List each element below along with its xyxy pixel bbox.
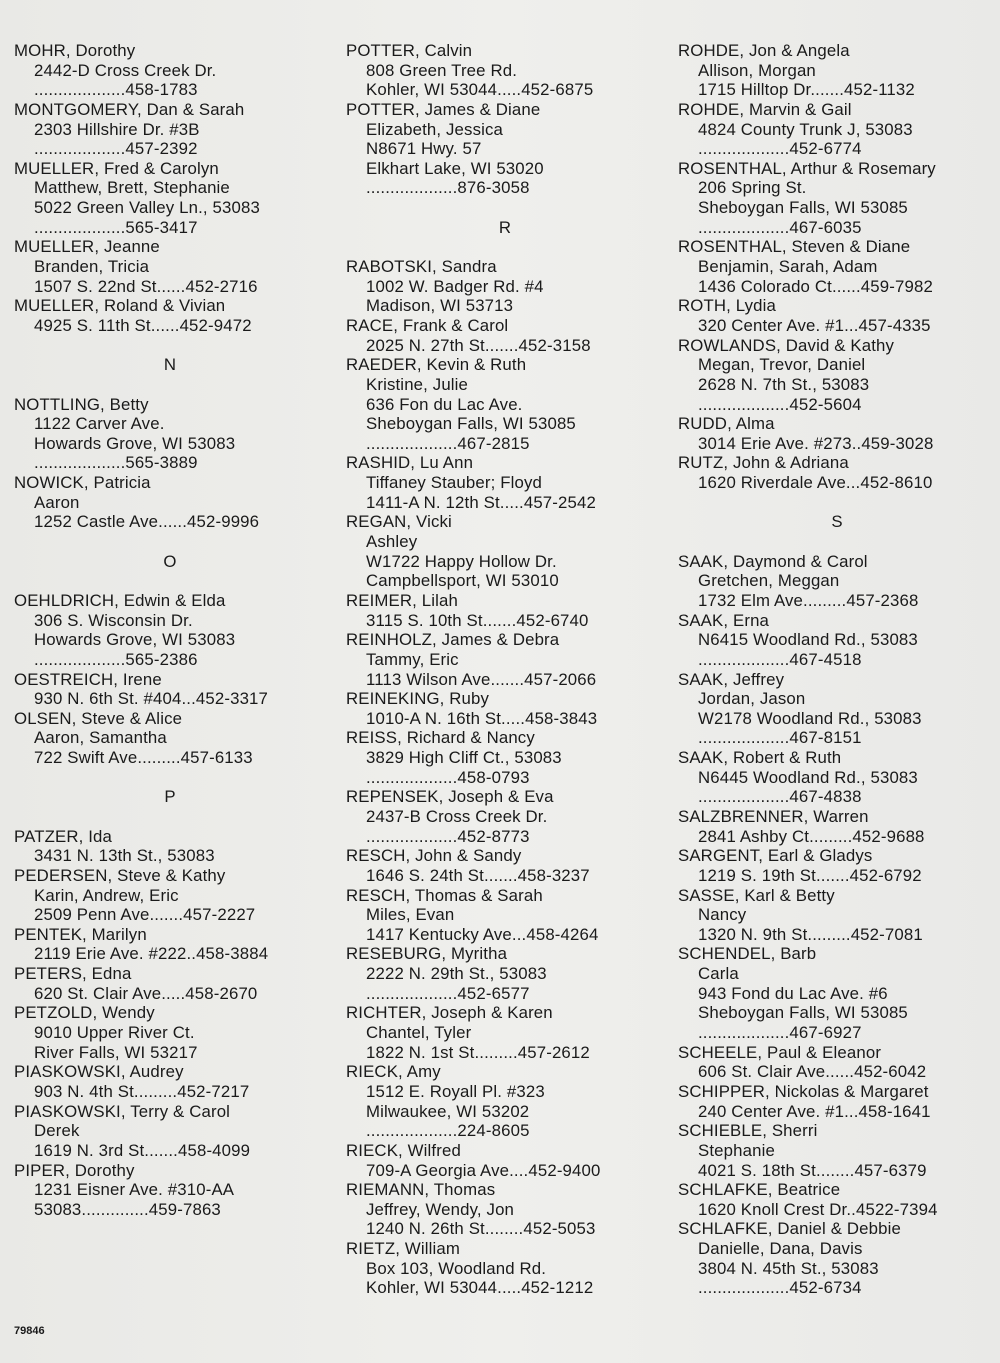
directory-column-3 — [678, 41, 996, 1298]
listing-detail: 53083..............459-7863 — [34, 1199, 221, 1219]
listing-detail: Carla — [698, 964, 739, 984]
listing-detail: 2437-B Cross Creek Dr. — [366, 806, 548, 826]
listing-detail: 943 Fond du Lac Ave. #6 — [698, 983, 888, 1003]
listing-detail: Gretchen, Meggan — [698, 571, 840, 591]
listing-detail: ...................467-4838 — [698, 787, 862, 807]
listing-name: RIEMANN, Thomas — [346, 1180, 496, 1200]
listing-name: ROTH, Lydia — [678, 296, 777, 316]
letter-heading: O — [163, 551, 177, 571]
spacer — [14, 375, 326, 395]
listing-detail: Karin, Andrew, Eric — [34, 885, 179, 905]
spacer — [678, 493, 996, 513]
listing-detail: 2303 Hillshire Dr. #3B — [34, 119, 200, 139]
listing-name: PIPER, Dorothy — [14, 1160, 135, 1180]
listing-detail: 2442-D Cross Creek Dr. — [34, 60, 217, 80]
listing-detail: Sheboygan Falls, WI 53085 — [366, 414, 576, 434]
listing-detail: W1722 Happy Hollow Dr. — [366, 551, 557, 571]
listing-detail: Allison, Morgan — [698, 60, 816, 80]
listing-name: PATZER, Ida — [14, 826, 113, 846]
spacer — [678, 532, 996, 552]
listing-name: PENTEK, Marilyn — [14, 924, 147, 944]
listing-name: OEHLDRICH, Edwin & Elda — [14, 590, 226, 610]
listing-detail: Derek — [34, 1121, 80, 1141]
letter-heading: N — [163, 355, 177, 375]
listing-detail: Nancy — [698, 905, 747, 925]
listing-name: NOWICK, Patricia — [14, 473, 151, 493]
listing-detail: 4824 County Trunk J, 53083 — [698, 119, 913, 139]
listing-detail: Ashley — [366, 532, 418, 552]
listing-name: REINHOLZ, James & Debra — [346, 630, 560, 650]
listing-name: SAAK, Jeffrey — [678, 669, 785, 689]
page-code: 79846 — [14, 1325, 45, 1337]
listing-name: SCHIPPER, Nickolas & Margaret — [678, 1081, 929, 1101]
letter-heading: S — [831, 512, 843, 532]
listing-name: MUELLER, Fred & Carolyn — [14, 158, 219, 178]
listing-detail: Danielle, Dana, Davis — [698, 1239, 863, 1259]
listing-name: SARGENT, Earl & Gladys — [678, 846, 873, 866]
listing-detail: 1320 N. 9th St.........452-7081 — [698, 924, 923, 944]
listing-name: RUDD, Alma — [678, 414, 775, 434]
spacer — [14, 571, 326, 591]
listing-detail: 2222 N. 29th St., 53083 — [366, 964, 547, 984]
listing-name: SAAK, Erna — [678, 610, 770, 630]
letter-heading: P — [164, 787, 176, 807]
directory-column-2 — [346, 41, 664, 1298]
listing-detail: 1822 N. 1st St.........457-2612 — [366, 1042, 590, 1062]
directory-column-1 — [14, 41, 326, 1219]
spacer — [14, 768, 326, 788]
listing-detail: Campbellsport, WI 53010 — [366, 571, 559, 591]
listing-detail: ...................565-3889 — [34, 453, 198, 473]
listing-name: ROSENTHAL, Arthur & Rosemary — [678, 158, 936, 178]
listing-detail: ...................452-6734 — [698, 1278, 862, 1298]
listing-name: ROSENTHAL, Steven & Diane — [678, 237, 911, 257]
listing-detail: ...................565-3417 — [34, 217, 198, 237]
listing-detail: 1219 S. 19th St.......452-6792 — [698, 865, 922, 885]
listing-name: REIMER, Lilah — [346, 590, 458, 610]
listing-name: SCHLAFKE, Beatrice — [678, 1180, 841, 1200]
listing-detail: 1620 Knoll Crest Dr..4522-7394 — [698, 1199, 938, 1219]
listing-detail: 709-A Georgia Ave....452-9400 — [366, 1160, 601, 1180]
listing-detail: 930 N. 6th St. #404...452-3317 — [34, 689, 269, 709]
listing-name: SASSE, Karl & Betty — [678, 885, 835, 905]
listing-name: OLSEN, Steve & Alice — [14, 708, 183, 728]
listing-detail: Matthew, Brett, Stephanie — [34, 178, 230, 198]
listing-name: RIECK, Amy — [346, 1062, 441, 1082]
listing-name: MONTGOMERY, Dan & Sarah — [14, 99, 245, 119]
listing-detail: Howards Grove, WI 53083 — [34, 433, 236, 453]
listing-name: SCHENDEL, Barb — [678, 944, 817, 964]
listing-name: SALZBRENNER, Warren — [678, 806, 869, 826]
listing-name: SCHEELE, Paul & Eleanor — [678, 1042, 882, 1062]
listing-detail: Tammy, Eric — [366, 649, 459, 669]
listing-detail: Sheboygan Falls, WI 53085 — [698, 1003, 908, 1023]
listing-detail: 3804 N. 45th St., 53083 — [698, 1258, 879, 1278]
listing-detail: Box 103, Woodland Rd. — [366, 1258, 547, 1278]
listing-detail: Tiffaney Stauber; Floyd — [366, 473, 543, 493]
listing-detail: 636 Fon du Lac Ave. — [366, 394, 523, 414]
listing-detail: 2841 Ashby Ct.........452-9688 — [698, 826, 925, 846]
listing-detail: ...................467-8151 — [698, 728, 862, 748]
listing-detail: 1507 S. 22nd St......452-2716 — [34, 276, 258, 296]
listing-detail: 1252 Castle Ave......452-9996 — [34, 512, 260, 532]
listing-detail: ...................458-1783 — [34, 80, 198, 100]
listing-detail: ...................452-6577 — [366, 983, 530, 1003]
listing-detail: 240 Center Ave. #1...458-1641 — [698, 1101, 931, 1121]
listing-detail: Kohler, WI 53044.....452-6875 — [366, 80, 594, 100]
listing-detail: ...................467-2815 — [366, 433, 530, 453]
listing-name: PETZOLD, Wendy — [14, 1003, 155, 1023]
listing-detail: 3829 High Cliff Ct., 53083 — [366, 748, 562, 768]
listing-detail: Howards Grove, WI 53083 — [34, 630, 236, 650]
listing-detail: 620 St. Clair Ave.....458-2670 — [34, 983, 258, 1003]
listing-name: REGAN, Vicki — [346, 512, 452, 532]
listing-detail: 2509 Penn Ave.......457-2227 — [34, 905, 256, 925]
listing-name: RABOTSKI, Sandra — [346, 257, 497, 277]
listing-name: OESTREICH, Irene — [14, 669, 162, 689]
listing-detail: ...................452-8773 — [366, 826, 530, 846]
listing-name: RACE, Frank & Carol — [346, 315, 509, 335]
listing-name: RASHID, Lu Ann — [346, 453, 474, 473]
listing-detail: ...................876-3058 — [366, 178, 530, 198]
listing-name: RESCH, John & Sandy — [346, 846, 522, 866]
listing-detail: Jordan, Jason — [698, 689, 806, 709]
listing-name: ROHDE, Jon & Angela — [678, 41, 850, 60]
listing-name: RIETZ, William — [346, 1239, 460, 1259]
listing-name: RAEDER, Kevin & Ruth — [346, 355, 527, 375]
listing-detail: 9010 Upper River Ct. — [34, 1023, 195, 1043]
listing-name: PIASKOWSKI, Terry & Carol — [14, 1101, 231, 1121]
listing-detail: 1436 Colorado Ct......459-7982 — [698, 276, 933, 296]
listing-name: SCHLAFKE, Daniel & Debbie — [678, 1219, 901, 1239]
listing-detail: Branden, Tricia — [34, 257, 150, 277]
listing-detail: 1646 S. 24th St.......458-3237 — [366, 865, 590, 885]
listing-name: SCHIEBLE, Sherri — [678, 1121, 818, 1141]
spacer — [14, 807, 326, 827]
listing-detail: 722 Swift Ave.........457-6133 — [34, 748, 253, 768]
listing-detail: 206 Spring St. — [698, 178, 807, 198]
listing-name: MOHR, Dorothy — [14, 41, 136, 60]
listing-detail: 903 N. 4th St.........452-7217 — [34, 1081, 250, 1101]
listing-detail: 2025 N. 27th St.......452-3158 — [366, 335, 591, 355]
listing-detail: Jeffrey, Wendy, Jon — [366, 1199, 515, 1219]
listing-detail: Chantel, Tyler — [366, 1023, 472, 1043]
listing-detail: 1417 Kentucky Ave...458-4264 — [366, 924, 599, 944]
listing-name: RICHTER, Joseph & Karen — [346, 1003, 553, 1023]
listing-detail: 2119 Erie Ave. #222..458-3884 — [34, 944, 269, 964]
listing-detail: ...................452-5604 — [698, 394, 862, 414]
listing-detail: 5022 Green Valley Ln., 53083 — [34, 198, 260, 218]
listing-name: NOTTLING, Betty — [14, 394, 149, 414]
listing-detail: 1231 Eisner Ave. #310-AA — [34, 1180, 235, 1200]
listing-detail: 3014 Erie Ave. #273..459-3028 — [698, 433, 934, 453]
listing-detail: W2178 Woodland Rd., 53083 — [698, 708, 922, 728]
listing-name: ROWLANDS, David & Kathy — [678, 335, 895, 355]
listing-detail: 1122 Carver Ave. — [34, 414, 165, 434]
listing-name: SAAK, Daymond & Carol — [678, 551, 868, 571]
listing-detail: Aaron — [34, 492, 80, 512]
listing-name: MUELLER, Jeanne — [14, 237, 160, 257]
listing-detail: 3115 S. 10th St.......452-6740 — [366, 610, 589, 630]
listing-detail: N6445 Woodland Rd., 53083 — [698, 767, 918, 787]
listing-detail: 306 S. Wisconsin Dr. — [34, 610, 193, 630]
listing-detail: River Falls, WI 53217 — [34, 1042, 198, 1062]
listing-name: REISS, Richard & Nancy — [346, 728, 535, 748]
spacer — [14, 336, 326, 356]
listing-name: PEDERSEN, Steve & Kathy — [14, 865, 226, 885]
listing-detail: ...................467-6035 — [698, 217, 862, 237]
listing-detail: 1620 Riverdale Ave...452-8610 — [698, 473, 933, 493]
letter-heading: R — [498, 217, 512, 237]
listing-name: POTTER, James & Diane — [346, 99, 541, 119]
listing-detail: Aaron, Samantha — [34, 728, 167, 748]
listing-detail: Elizabeth, Jessica — [366, 119, 504, 139]
spacer — [346, 198, 664, 218]
listing-name: ROHDE, Marvin & Gail — [678, 99, 852, 119]
listing-detail: 1411-A N. 12th St.....457-2542 — [366, 492, 596, 512]
listing-detail: Megan, Trevor, Daniel — [698, 355, 866, 375]
listing-detail: 606 St. Clair Ave......452-6042 — [698, 1062, 927, 1082]
listing-detail: ...................457-2392 — [34, 139, 198, 159]
listing-detail: 2628 N. 7th St., 53083 — [698, 374, 870, 394]
listing-detail: Sheboygan Falls, WI 53085 — [698, 198, 908, 218]
listing-detail: Madison, WI 53713 — [366, 296, 514, 316]
listing-name: PETERS, Edna — [14, 964, 132, 984]
listing-detail: 808 Green Tree Rd. — [366, 60, 518, 80]
listing-detail: 1240 N. 26th St........452-5053 — [366, 1219, 596, 1239]
listing-detail: ...................467-6927 — [698, 1023, 862, 1043]
listing-detail: Milwaukee, WI 53202 — [366, 1101, 530, 1121]
listing-detail: Kohler, WI 53044.....452-1212 — [366, 1278, 594, 1298]
listing-detail: 1619 N. 3rd St.......458-4099 — [34, 1140, 251, 1160]
listing-detail: 4021 S. 18th St........457-6379 — [698, 1160, 927, 1180]
listing-detail: 4925 S. 11th St......452-9472 — [34, 315, 252, 335]
listing-detail: 3431 N. 13th St., 53083 — [34, 846, 215, 866]
listing-detail: ...................458-0793 — [366, 767, 530, 787]
spacer — [346, 237, 664, 257]
listing-name: POTTER, Calvin — [346, 41, 473, 60]
listing-name: RUTZ, John & Adriana — [678, 453, 849, 473]
listing-name: SAAK, Robert & Ruth — [678, 748, 842, 768]
listing-detail: ...................565-2386 — [34, 649, 198, 669]
listing-detail: Miles, Evan — [366, 905, 455, 925]
listing-detail: ...................224-8605 — [366, 1121, 530, 1141]
listing-detail: Kristine, Julie — [366, 374, 469, 394]
listing-name: RESCH, Thomas & Sarah — [346, 885, 543, 905]
spacer — [14, 532, 326, 552]
listing-name: REPENSEK, Joseph & Eva — [346, 787, 554, 807]
listing-detail: 1113 Wilson Ave.......457-2066 — [366, 669, 597, 689]
listing-name: RIECK, Wilfred — [346, 1140, 461, 1160]
listing-detail: Stephanie — [698, 1140, 775, 1160]
listing-name: MUELLER, Roland & Vivian — [14, 296, 226, 316]
listing-detail: ...................452-6774 — [698, 139, 862, 159]
listing-detail: 1010-A N. 16th St.....458-3843 — [366, 708, 598, 728]
listing-detail: 1002 W. Badger Rd. #4 — [366, 276, 544, 296]
listing-detail: 1732 Elm Ave.........457-2368 — [698, 590, 919, 610]
listing-detail: N8671 Hwy. 57 — [366, 139, 482, 159]
listing-detail: 320 Center Ave. #1...457-4335 — [698, 315, 931, 335]
listing-detail: ...................467-4518 — [698, 649, 862, 669]
listing-detail: N6415 Woodland Rd., 53083 — [698, 630, 918, 650]
listing-name: REINEKING, Ruby — [346, 689, 490, 709]
listing-name: RESEBURG, Myritha — [346, 944, 508, 964]
listing-detail: 1512 E. Royall Pl. #323 — [366, 1081, 545, 1101]
listing-detail: 1715 Hilltop Dr.......452-1132 — [698, 80, 915, 100]
listing-name: PIASKOWSKI, Audrey — [14, 1062, 184, 1082]
listing-detail: Elkhart Lake, WI 53020 — [366, 158, 544, 178]
listing-detail: Benjamin, Sarah, Adam — [698, 257, 878, 277]
